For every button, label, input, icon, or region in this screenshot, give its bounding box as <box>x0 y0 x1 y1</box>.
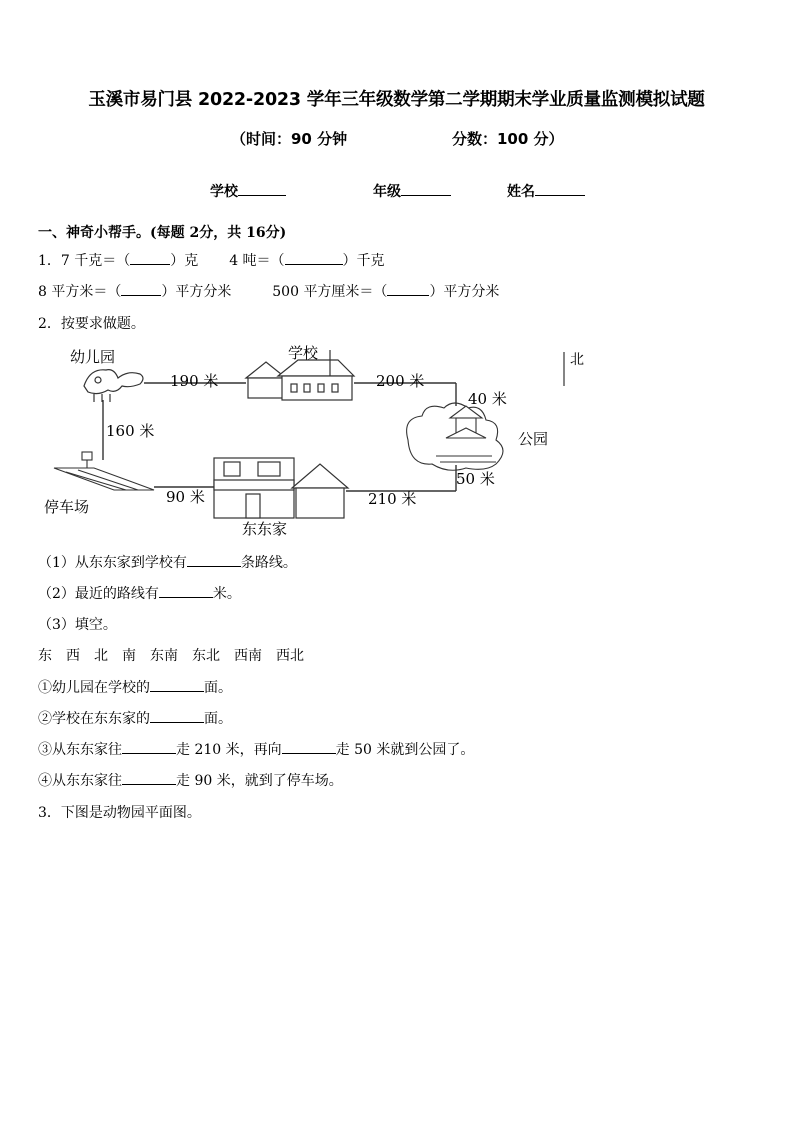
distance-kindergarten-school: 190 米 <box>170 372 219 390</box>
grade-blank[interactable] <box>401 181 451 196</box>
direction-option: 东南 <box>150 648 178 664</box>
q2-sub1-right: 条路线。 <box>240 555 297 571</box>
distance-park-top: 40 米 <box>468 390 507 408</box>
q1-d-blank[interactable] <box>387 283 429 296</box>
direction-option: 西北 <box>276 648 304 664</box>
q2-fill-4 <box>38 770 343 790</box>
q2-fill4-b: 走 90 米，就到了停车场。 <box>176 773 343 789</box>
name-label: 姓名 <box>507 184 535 200</box>
q1-b-blank[interactable] <box>285 252 343 265</box>
q2-fill2-left: ②学校在东东家的 <box>38 711 150 727</box>
direction-option: 西 <box>66 648 80 664</box>
q1-a-right: ）克 <box>170 253 199 269</box>
exam-score: 分数：100 分） <box>452 130 564 148</box>
q2-sub2-blank[interactable] <box>159 585 213 598</box>
q1-c-right: ）平方分米 <box>161 284 232 300</box>
school-field <box>210 181 286 201</box>
school-label-map: 学校 <box>288 344 319 362</box>
park-icon <box>407 403 503 470</box>
q2-fill3-c: 走 50 米就到公园了。 <box>335 742 475 758</box>
q1-d-right: ）平方分米 <box>429 284 500 300</box>
q2-sub2-right: 米。 <box>212 586 241 602</box>
q1-a-blank[interactable] <box>130 252 170 265</box>
north-arrow-icon <box>564 352 584 386</box>
q2-sub2-left: （2）最近的路线有 <box>38 586 159 602</box>
school-label: 学校 <box>210 184 238 200</box>
q2-sub1-blank[interactable] <box>187 554 241 567</box>
park-label: 公园 <box>518 430 549 448</box>
distance-school-park-top: 200 米 <box>376 372 425 390</box>
distance-kindergarten-parking: 160 米 <box>106 422 155 440</box>
grade-label: 年级 <box>373 184 401 200</box>
direction-option: 西南 <box>234 648 262 664</box>
q2-fill2-right: 面。 <box>204 711 232 727</box>
question-1-line-1 <box>38 250 385 270</box>
q2-sub3: （3）填空。 <box>38 617 117 633</box>
distance-parking-home: 90 米 <box>166 488 205 506</box>
q2-fill4-blank[interactable] <box>122 772 176 785</box>
parking-label: 停车场 <box>44 498 90 516</box>
kindergarten-icon <box>84 370 143 402</box>
q2-fill4-a: ④从东东家往 <box>38 773 122 789</box>
page-title: 玉溪市易门县 2022-2023 学年三年级数学第二学期期末学业质量监测模拟试题 <box>88 90 705 110</box>
q2-fill1-blank[interactable] <box>150 679 204 692</box>
school-blank[interactable] <box>238 181 286 196</box>
q1-a-left: 7 千克＝（ <box>60 253 131 269</box>
question-1-line-2 <box>38 281 499 301</box>
question-2 <box>38 313 145 333</box>
question-3 <box>38 802 201 822</box>
exam-time: （时间：90 分钟 <box>231 130 348 148</box>
q2-fill3-b: 走 210 米，再向 <box>176 742 282 758</box>
distance-park-bottom: 50 米 <box>456 470 495 488</box>
direction-options <box>38 645 304 665</box>
section-heading: 一、神奇小帮手。(每题 2分，共 16分) <box>38 225 287 241</box>
home-icon <box>214 458 348 518</box>
north-label: 北 <box>570 352 584 368</box>
q2-fill3-blank-b[interactable] <box>282 741 336 754</box>
q1-c-left: 8 平方米＝（ <box>38 284 122 300</box>
direction-option: 东 <box>38 648 52 664</box>
parking-icon <box>54 452 154 490</box>
q2-fill1-left: ①幼儿园在学校的 <box>38 680 150 696</box>
kindergarten-label: 幼儿园 <box>70 348 116 366</box>
q1-b-right: ）千克 <box>342 253 385 269</box>
q2-sub1-left: （1）从东东家到学校有 <box>38 555 187 571</box>
q1-c-blank[interactable] <box>121 283 161 296</box>
name-blank[interactable] <box>535 181 585 196</box>
question-2-text: 按要求做题。 <box>60 316 145 332</box>
question-number: 3． <box>38 805 61 821</box>
q2-fill-2 <box>38 708 232 728</box>
question-3-text: 下图是动物园平面图。 <box>60 805 201 821</box>
direction-option: 东北 <box>192 648 220 664</box>
q2-fill3-a: ③从东东家往 <box>38 742 122 758</box>
grade-field <box>373 181 451 201</box>
name-field <box>507 181 585 201</box>
direction-option: 南 <box>122 648 136 664</box>
route-map <box>36 340 596 540</box>
question-number: 1． <box>38 253 61 269</box>
q2-fill-3 <box>38 739 474 759</box>
q2-fill-1 <box>38 677 232 697</box>
q1-b-left: 4 吨＝（ <box>229 253 285 269</box>
distance-home-road: 210 米 <box>368 490 417 508</box>
q2-fill3-blank-a[interactable] <box>122 741 176 754</box>
home-label: 东东家 <box>242 520 288 538</box>
q1-d-left: 500 平方厘米＝（ <box>272 284 388 300</box>
q2-fill1-right: 面。 <box>204 680 232 696</box>
q2-sub2 <box>38 583 241 603</box>
direction-option: 北 <box>94 648 108 664</box>
q2-fill2-blank[interactable] <box>150 710 204 723</box>
q2-sub1 <box>38 552 297 572</box>
question-number: 2． <box>38 316 61 332</box>
